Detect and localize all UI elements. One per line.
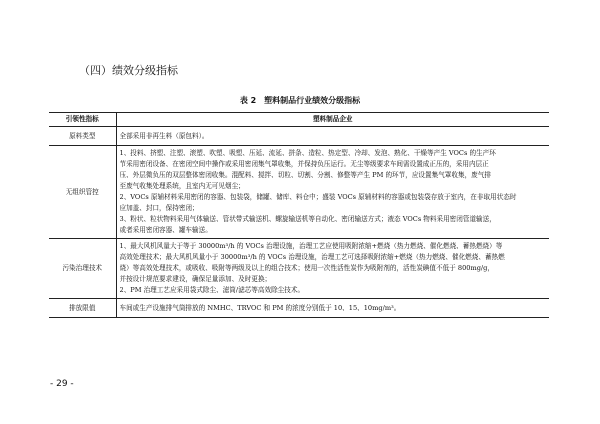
table-row-emission-limits — [49, 299, 549, 318]
content-line: 2、VOCs 原辅材料采用密闭的容器、包装袋，储罐、储库、料仓中；盛装 VOCs 原辅材料的容器或包装袋存放于室内，在非取用状态时 — [119, 193, 517, 201]
content-line: 1、最大风机风量大于等于 30000m³/h 的 VOCs 治理设施，治理工艺应使用吸附浓缩+燃烧（热力燃烧、催化燃烧、蓄热燃烧）等 — [119, 242, 503, 250]
header-indicator: 引领性指标 — [49, 113, 116, 127]
content-line: 全部采用非再生料（原包料）。 — [119, 131, 209, 140]
indicator-cell: 无组织管控 — [49, 146, 116, 239]
table-caption: 表 2 塑料制品行业绩效分级指标 — [239, 96, 361, 105]
table-header-row — [49, 113, 549, 127]
performance-grading-table — [49, 112, 549, 318]
content-line: 烧）等高效处理技术，或吸收、吸附等两级及以上的组合技术；使用一次性活性炭作为吸附剂的，活性炭碘值不低于 800mg/g， — [119, 264, 494, 272]
header-plastic-enterprise: 塑料制品企业 — [116, 113, 549, 127]
indicator-cell: 污染治理技术 — [49, 239, 116, 299]
content-line: 高效处理技术；最大风机风量小于 30000m³/h 的 VOCs 治理设施，治理工艺可选择吸附浓缩+燃烧（热力燃烧、催化燃烧、蓄热燃 — [119, 253, 505, 261]
content-line: 节采用密闭设备、在密闭空间中操作或采用密闭集气罩收集，并保持负压运行。无尘等级要求车间需设置成正压的，采用内层正 — [119, 160, 489, 168]
content-cell — [116, 299, 549, 318]
section-heading: （四）绩效分级指标 — [79, 64, 178, 77]
content-line: 1、投料、挤塑、注塑、滚塑、吹塑、吸塑、压延、流延、拼条、造粒、热定型、冷却、发泡、熟化、干燥等产生 VOCs 的生产环 — [119, 149, 496, 157]
content-line: 3、粉状、粒状物料采用气体输送、管状带式输送机、螺旋输送机等自动化、密闭输送方式；液态 VOCs 物料采用密闭管道输送， — [119, 215, 496, 223]
indicator-cell: 原料类型 — [49, 127, 116, 146]
content-cell — [116, 239, 549, 299]
table-row-fugitive-control — [49, 146, 549, 239]
content-line: 应加盖、封口，保持密闭； — [119, 204, 199, 212]
content-line: 并按设计规范要求建设，确保足量添加、及时更换； — [119, 275, 272, 283]
content-line: 或者采用密闭容器、罐车输送。 — [119, 226, 212, 234]
indicator-cell: 排放限值 — [49, 299, 116, 318]
content-cell — [116, 127, 549, 146]
content-line: 车间或生产设施排气筒排放的 NMHC、TRVOC 和 PM 的浓度分别低于 10、15、10mg/m³。 — [119, 303, 401, 312]
table-row-raw-material — [49, 127, 549, 146]
content-line: 至废气收集处理系统，且室内无可见烟尘； — [119, 182, 245, 190]
content-cell — [116, 146, 549, 239]
table-row-treatment-technology — [49, 239, 549, 299]
content-line: 压、外层微负压的双层整体密闭收集。混配料、搅拌、切粒、切割、分割、修整等产生 PM 的环节，应设置集气罩收集，废气排 — [119, 171, 491, 179]
page-number: - 29 - — [50, 379, 74, 389]
content-line: 2、PM 治理工艺应采用袋式除尘、滤筒/滤芯等高效除尘技术。 — [119, 286, 305, 294]
